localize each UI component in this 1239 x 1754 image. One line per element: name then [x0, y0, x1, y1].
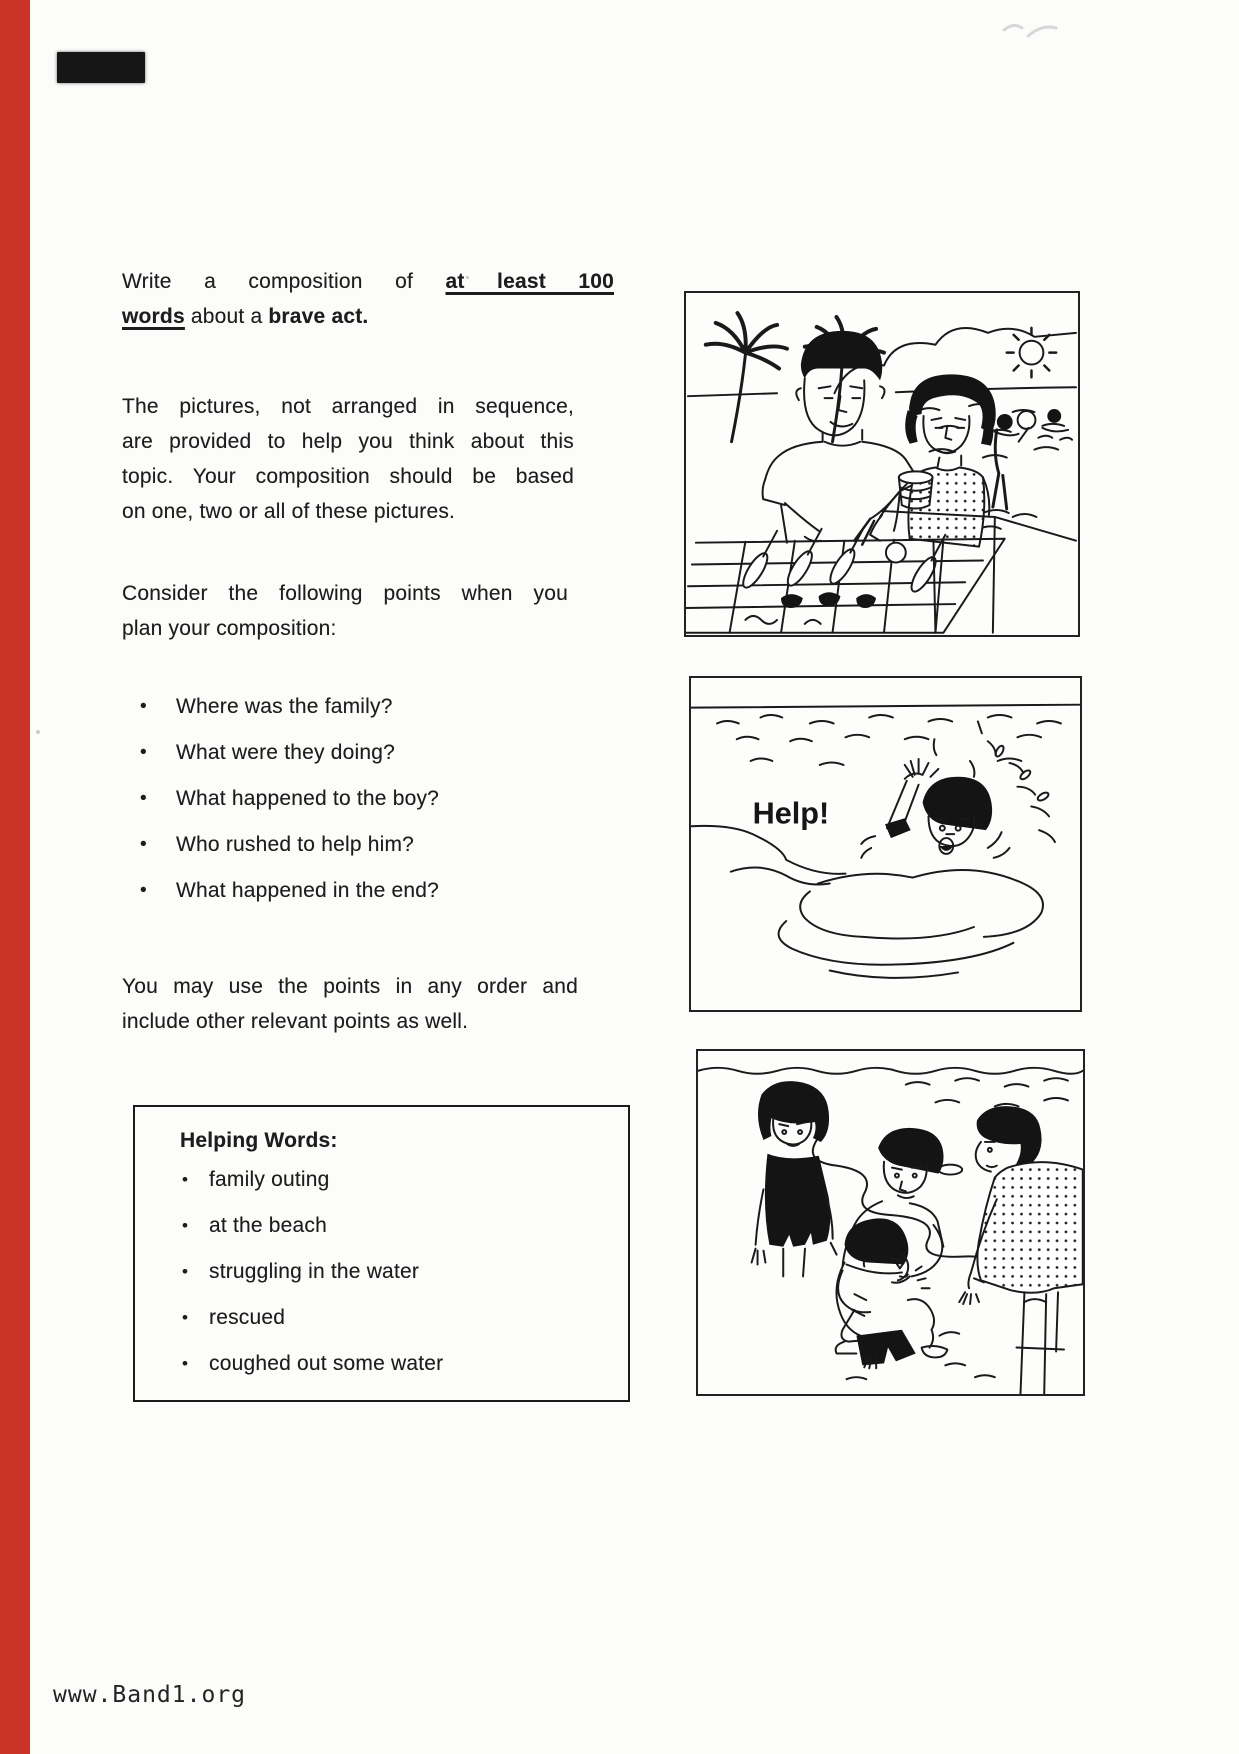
bullet-icon: •: [182, 1216, 189, 1235]
question-text: Where was the family?: [176, 695, 393, 718]
redaction-block: [57, 52, 145, 83]
note-line: include other relevant points as well.: [122, 1010, 469, 1033]
ripples: [779, 870, 1043, 978]
helping-word-text: at the beach: [209, 1214, 327, 1237]
helping-word-text: struggling in the water: [209, 1260, 420, 1283]
composition-prompt: [122, 264, 614, 334]
question-text: What were they doing?: [176, 741, 395, 764]
question-item: [140, 879, 439, 903]
barbecue-scene-illustration: [686, 293, 1078, 635]
bullet-icon: •: [182, 1262, 189, 1281]
helping-words-list: [182, 1168, 443, 1376]
helping-words-item: [182, 1352, 443, 1376]
question-list: [140, 695, 439, 903]
helping-word-text: family outing: [209, 1168, 330, 1191]
prompt-text: about a: [184, 305, 269, 328]
picture-frame-rescue: [696, 1049, 1085, 1396]
question-text: What happened to the boy?: [176, 787, 440, 810]
consider-line: plan your composition:: [122, 617, 337, 640]
help-caption: Help!: [752, 796, 830, 831]
bullet-icon: •: [182, 1308, 189, 1327]
bullet-icon: •: [182, 1354, 189, 1373]
bullet-icon: •: [182, 1170, 189, 1189]
question-item: [140, 787, 439, 811]
drowning-scene-illustration: [691, 678, 1080, 1010]
mother-figure: [959, 1106, 1083, 1394]
note-line: You may use the points in any order and: [122, 975, 578, 998]
intro-line: are provided to help you think about this: [122, 430, 574, 453]
pencil-mark: [1000, 16, 1060, 50]
consider-line: Consider the following points when you: [122, 582, 568, 605]
intro-line: on one, two or all of these pictures.: [122, 500, 456, 523]
helping-words-item: [182, 1260, 443, 1284]
question-item: [140, 695, 439, 719]
question-item: [140, 833, 439, 857]
horizon-line: [691, 705, 1079, 708]
prompt-line-2: [122, 299, 614, 334]
sea-waves: [691, 715, 1061, 884]
helping-words-item: [182, 1306, 443, 1330]
question-text: Who rushed to help him?: [176, 833, 415, 856]
rescue-scene-illustration: [698, 1051, 1083, 1394]
helping-words-box: [133, 1105, 630, 1402]
bullet-icon: •: [140, 788, 147, 809]
scan-speck: [36, 730, 40, 734]
helping-word-text: coughed out some water: [209, 1352, 444, 1375]
bullet-icon: •: [140, 834, 147, 855]
helping-words-item: [182, 1214, 443, 1238]
question-item: [140, 741, 439, 765]
helping-words-item: [182, 1168, 443, 1192]
picture-frame-drowning: [689, 676, 1082, 1012]
grill-and-table: [686, 471, 1076, 632]
mother-figure: [870, 374, 996, 546]
prompt-bold-end: brave act.: [268, 305, 369, 328]
red-scan-edge-strip: [0, 0, 30, 1754]
bullet-icon: •: [140, 742, 147, 763]
prompt-underlined-1: at least 100: [445, 270, 614, 293]
prompt-text: Write a composition of: [122, 270, 414, 293]
helping-word-text: rescued: [209, 1306, 286, 1329]
footer-url: www.Band1.org: [53, 1682, 247, 1708]
note-paragraph: [122, 969, 578, 1039]
sister-figure: [752, 1081, 837, 1276]
question-text: What happened in the end?: [176, 879, 440, 902]
picture-frame-barbecue: [684, 291, 1080, 637]
prompt-underlined-2: words: [122, 305, 185, 328]
consider-paragraph: [122, 576, 568, 646]
helping-words-heading: Helping Words:: [180, 1129, 338, 1152]
bullet-icon: •: [140, 880, 147, 901]
intro-line: The pictures, not arranged in sequence,: [122, 395, 574, 418]
intro-paragraph: [122, 389, 574, 529]
bullet-icon: •: [140, 696, 147, 717]
intro-line: topic. Your composition should be based: [122, 465, 574, 488]
prompt-line-1: [122, 264, 614, 299]
drowning-boy-figure: [885, 759, 1010, 858]
